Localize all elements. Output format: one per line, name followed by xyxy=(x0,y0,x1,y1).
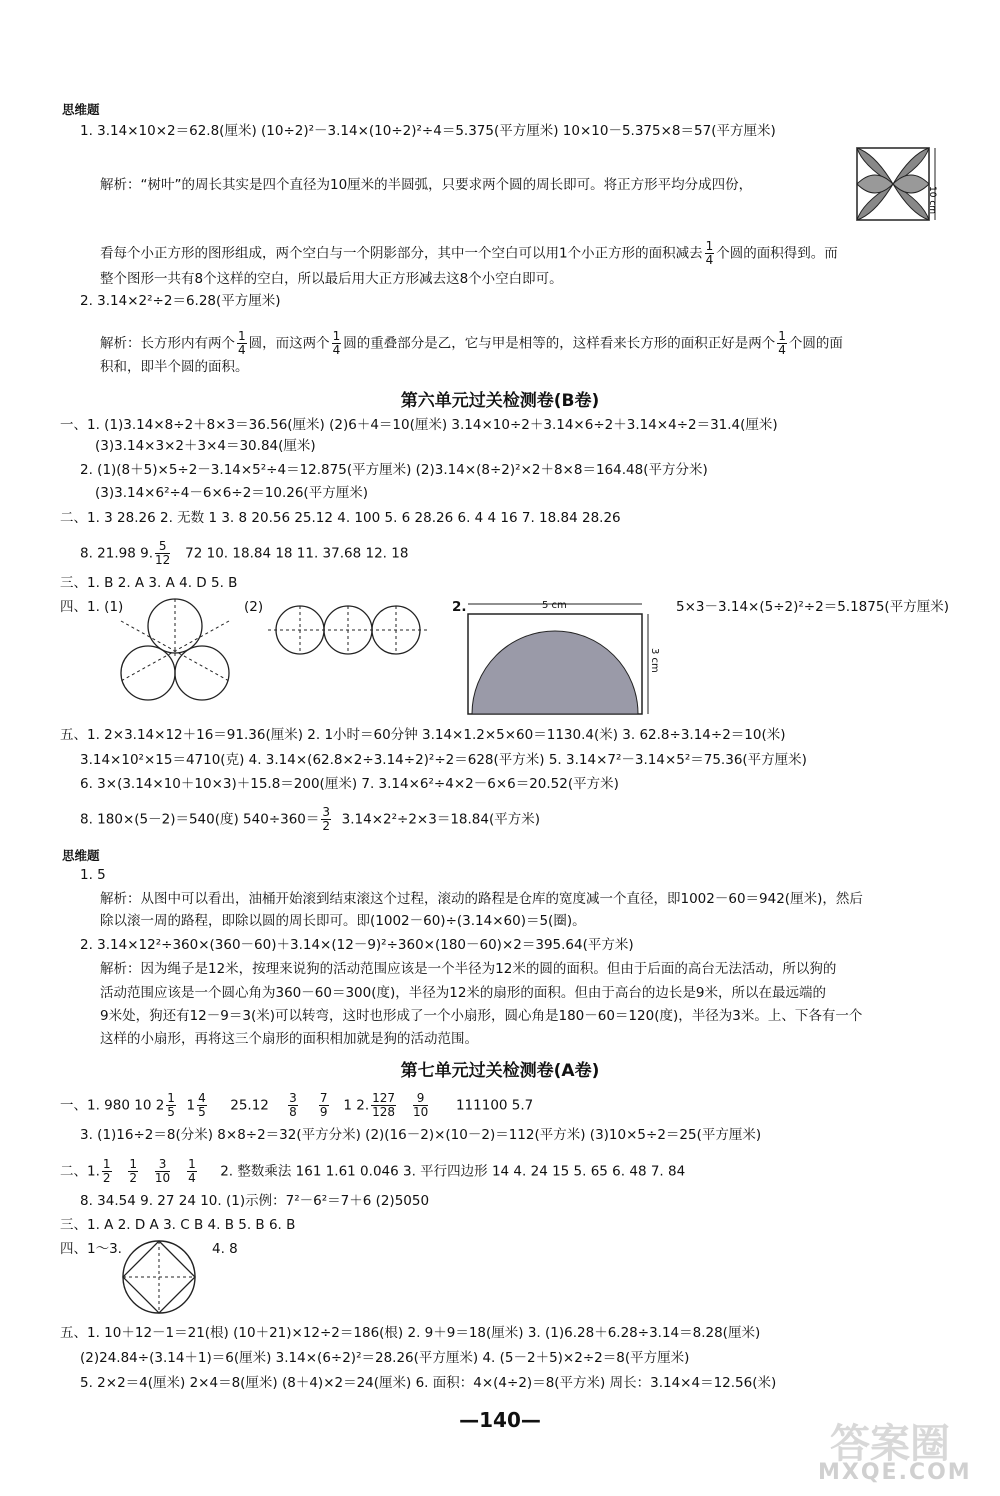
text-part: 解析：长方形内有两个 xyxy=(100,335,235,352)
denominator: 4 xyxy=(332,343,341,357)
text-part: 1 2. xyxy=(343,1097,370,1114)
numerator: 5 xyxy=(155,540,170,554)
numerator: 1 xyxy=(129,1157,138,1171)
fraction-1-5 xyxy=(166,1092,176,1119)
answer-line: 4. 8 xyxy=(212,1241,238,1257)
answer-line xyxy=(80,540,408,567)
explanation-line: 积和，即半个圆的面积。 xyxy=(100,359,249,375)
text-part: 二、1. xyxy=(60,1163,100,1180)
explanation-line xyxy=(100,330,843,357)
answer-line: 3.14×10²×15＝4710(克) 4. 3.14×(62.8×2÷3.14÷2)²÷2＝628(平方米) 5. 3.14×7²－3.14×5²＝75.36(平方厘米) xyxy=(80,752,807,768)
numerator: 1 xyxy=(778,329,786,343)
numerator: 3 xyxy=(322,805,331,819)
fraction-3-10 xyxy=(155,1158,170,1185)
numerator: 1 xyxy=(238,329,246,343)
fraction-3-2 xyxy=(321,806,331,833)
denominator: 4 xyxy=(188,1171,196,1185)
explanation-line: 除以滚一周的路程，即除以圆的周长即可。即(1002－60)÷(3.14×60)＝5(圈)。 xyxy=(100,913,586,929)
answer-line: 8. 34.54 9. 27 24 10. (1)示例：7²－6²＝7＋6 (2)5050 xyxy=(80,1193,430,1209)
answer-line xyxy=(60,1158,685,1185)
explanation-line: 这样的小扇形，再将这三个扇形的面积相加就是狗的活动范围。 xyxy=(100,1031,478,1047)
figure-label: 2. xyxy=(452,599,467,615)
fraction-1-2 xyxy=(128,1158,138,1185)
numerator: 3 xyxy=(155,1158,170,1172)
fraction-3-8 xyxy=(288,1092,298,1119)
answer-line: 四、1～3. xyxy=(60,1241,122,1257)
denominator: 8 xyxy=(289,1105,297,1119)
numerator: 7 xyxy=(319,1091,328,1105)
circle-square-diamond-figure xyxy=(120,1238,198,1316)
denominator: 4 xyxy=(778,343,786,357)
text-part: 8. 21.98 9. xyxy=(80,545,153,562)
answer-line: (3)3.14×3×2＋3×4＝30.84(厘米) xyxy=(95,438,316,454)
figure-label: (2) xyxy=(244,599,264,615)
answer-line: 1. 5 xyxy=(80,867,106,883)
unit7-title: 第七单元过关检测卷(A卷) xyxy=(400,1061,600,1081)
figure-dimension-label: 10 cm xyxy=(927,186,937,215)
text-part: 个圆的面积得到。而 xyxy=(716,245,838,262)
semicircle-in-rectangle-figure xyxy=(462,596,662,718)
numerator: 4 xyxy=(198,1091,206,1105)
answer-line: 四、1. (1) xyxy=(60,599,124,615)
fraction-127-128 xyxy=(371,1092,396,1119)
answer-line: 6. 3×(3.14×10＋10×3)＋15.8＝200(厘米) 7. 3.14×6²÷4×2－6×6＝20.52(平方米) xyxy=(80,776,619,792)
answer-line: 一、1. (1)3.14×8÷2＋8×3＝36.56(厘米) (2)6＋4＝10(厘米) 3.14×10÷2＋3.14×6÷2＋3.14×4÷2＝31.4(厘米) xyxy=(60,417,778,433)
explanation-line: 整个图形一共有8个这样的空白，所以最后用大正方形减去这8个小空白即可。 xyxy=(100,271,563,287)
answer-line: 5. 2×2＝4(厘米) 2×4＝8(厘米) (8＋4)×2＝24(厘米) 6. 面积：4×(4÷2)＝8(平方米) 周长：3.14×4＝12.56(米) xyxy=(80,1375,777,1391)
text-part: 8. 180×(5－2)＝540(度) 540÷360＝ xyxy=(80,811,320,828)
fraction-1-4 xyxy=(332,330,342,357)
numerator: 1 xyxy=(188,1157,196,1171)
numerator: 1 xyxy=(102,1157,111,1171)
text-part: 个圆的面 xyxy=(788,335,843,352)
numerator: 1 xyxy=(167,1091,175,1105)
denominator: 128 xyxy=(372,1105,396,1119)
text-part: 72 10. 18.84 18 11. 37.68 12. 18 xyxy=(185,545,409,562)
denominator: 2 xyxy=(102,1171,111,1185)
fraction-4-5 xyxy=(197,1092,207,1119)
answer-line: (3)3.14×6²÷4－6×6÷2＝10.26(平方厘米) xyxy=(95,485,368,501)
text-part: 一、1. 980 10 2 xyxy=(60,1097,165,1114)
text-part: 圆的重叠部分是乙，它与甲是相等的，这样看来长方形的面积正好是两个 xyxy=(343,335,776,352)
numerator: 3 xyxy=(289,1091,297,1105)
numerator: 9 xyxy=(413,1092,428,1106)
explanation-line xyxy=(100,240,838,267)
watermark-url: MXQE.COM xyxy=(818,1460,972,1485)
answer-line: 2. (1)(8＋5)×5÷2－3.14×5²÷4＝12.875(平方厘米) (2)3.14×(8÷2)²×2＋8×8＝164.48(平方分米) xyxy=(80,462,708,478)
section-label-thinking-2: 思维题 xyxy=(62,848,100,863)
denominator: 9 xyxy=(319,1105,328,1119)
fraction-7-9 xyxy=(319,1092,329,1119)
watermark-logo: 答案圈 xyxy=(830,1421,950,1467)
denominator: 5 xyxy=(198,1105,206,1119)
fraction-1-2 xyxy=(102,1158,112,1185)
figure-dimension-label: 5 cm xyxy=(542,600,567,611)
denominator: 10 xyxy=(412,1105,429,1119)
answer-line: 三、1. A 2. D A 3. C B 4. B 5. B 6. B xyxy=(60,1217,296,1233)
page-number: —140— xyxy=(459,1408,541,1432)
numerator: 1 xyxy=(705,239,714,253)
denominator: 2 xyxy=(322,819,331,833)
figure-dimension-label: 3 cm xyxy=(649,648,660,673)
numerator: 127 xyxy=(372,1091,396,1105)
fraction-1-4 xyxy=(777,330,787,357)
fraction-9-10 xyxy=(413,1092,428,1119)
explanation-line: 9米处，狗还有12－9＝3(米)可以转弯，这时也形成了一个小扇形，圆心角是180－60＝120(度)，半径为3米。上、下各有一个 xyxy=(100,1008,863,1024)
fraction-1-4 xyxy=(187,1158,197,1185)
fraction-1-4 xyxy=(705,240,715,267)
answer-line: 五、1. 2×3.14×12＋16＝91.36(厘米) 2. 1小时＝60分钟 3.14×1.2×5×60＝1130.4(米) 3. 62.8÷3.14÷2＝10(米) xyxy=(60,727,786,743)
answer-line: 二、1. 3 28.26 2. 无数 1 3. 8 20.56 25.12 4. 100 5. 6 28.26 6. 4 4 16 7. 18.84 28.26 xyxy=(60,510,621,526)
answer-line: 5×3－3.14×(5÷2)²÷2＝5.1875(平方厘米) xyxy=(676,599,949,615)
leaf-square-figure xyxy=(855,146,950,222)
text-part: 1 xyxy=(186,1097,196,1114)
fraction-5-12 xyxy=(155,540,170,567)
denominator: 2 xyxy=(129,1171,138,1185)
denominator: 4 xyxy=(705,253,714,267)
text-part: 2. 整数乘法 161 1.61 0.046 3. 平行四边形 14 4. 24 15 5. 65 6. 48 7. 84 xyxy=(220,1163,686,1180)
explanation-line: 解析：从图中可以看出，油桶开始滚到结束滚这个过程，滚动的路程是仓库的宽度减一个直径，即1002－60＝942(厘米)，然后 xyxy=(100,891,863,907)
unit6-title: 第六单元过关检测卷(B卷) xyxy=(400,391,600,411)
answer-line: 1. 3.14×10×2＝62.8(厘米) (10÷2)²－3.14×(10÷2)²÷4＝5.375(平方厘米) 10×10－5.375×8＝57(平方厘米) xyxy=(80,123,776,139)
explanation-line: 活动范围应该是一个圆心角为360－60＝300(度)，半径为12米的扇形的面积。但由于高台的边长是9米，所以在最远端的 xyxy=(100,985,827,1001)
answer-line xyxy=(80,806,540,833)
explanation-line: 解析：“树叶”的周长其实是四个直径为10厘米的半圆弧，只要求两个圆的周长即可。将正方形平均分成四份， xyxy=(100,177,753,193)
answer-line: 2. 3.14×2²÷2＝6.28(平方厘米) xyxy=(80,293,281,309)
fraction-1-4 xyxy=(237,330,247,357)
text-part: 111100 5.7 xyxy=(455,1097,534,1114)
denominator: 4 xyxy=(238,343,246,357)
answer-line: (2)24.84÷(3.14＋1)＝6(厘米) 3.14×(6÷2)²＝28.26(平方厘米) 4. (5－2＋5)×2÷2＝8(平方厘米) xyxy=(80,1350,690,1366)
text-part: 3.14×2²÷2×3＝18.84(平方米) xyxy=(341,811,540,828)
text-part: 圆，而这两个 xyxy=(248,335,330,352)
answer-line: 三、1. B 2. A 3. A 4. D 5. B xyxy=(60,575,238,591)
text-part: 25.12 xyxy=(230,1097,269,1114)
circles-in-row-figure xyxy=(268,604,428,656)
section-label-thinking-1: 思维题 xyxy=(62,102,100,117)
answer-line: 2. 3.14×12²÷360×(360－60)＋3.14×(12－9)²÷360×(180－60)×2＝395.64(平方米) xyxy=(80,937,634,953)
explanation-line: 解析：因为绳子是12米，按理来说狗的活动范围应该是一个半径为12米的圆的面积。但由于后面的高台无法活动，所以狗的 xyxy=(100,961,837,977)
answer-line: 五、1. 10＋12－1＝21(根) (10＋21)×12÷2＝186(根) 2. 9＋9＝18(厘米) 3. (1)6.28＋6.28÷3.14＝8.28(厘米) xyxy=(60,1325,761,1341)
three-circles-figure xyxy=(115,596,235,714)
answer-line xyxy=(60,1092,533,1119)
denominator: 10 xyxy=(154,1171,171,1185)
answer-line: 3. (1)16÷2＝8(分米) 8×8÷2＝32(平方分米) (2)(16－2)×(10－2)＝112(平方米) (3)10×5÷2＝25(平方厘米) xyxy=(80,1127,762,1143)
denominator: 12 xyxy=(155,553,171,567)
text-part: 看每个小正方形的图形组成，两个空白与一个阴影部分，其中一个空白可以用1个小正方形的面积减去 xyxy=(100,245,703,262)
denominator: 5 xyxy=(167,1105,175,1119)
numerator: 1 xyxy=(332,329,341,343)
